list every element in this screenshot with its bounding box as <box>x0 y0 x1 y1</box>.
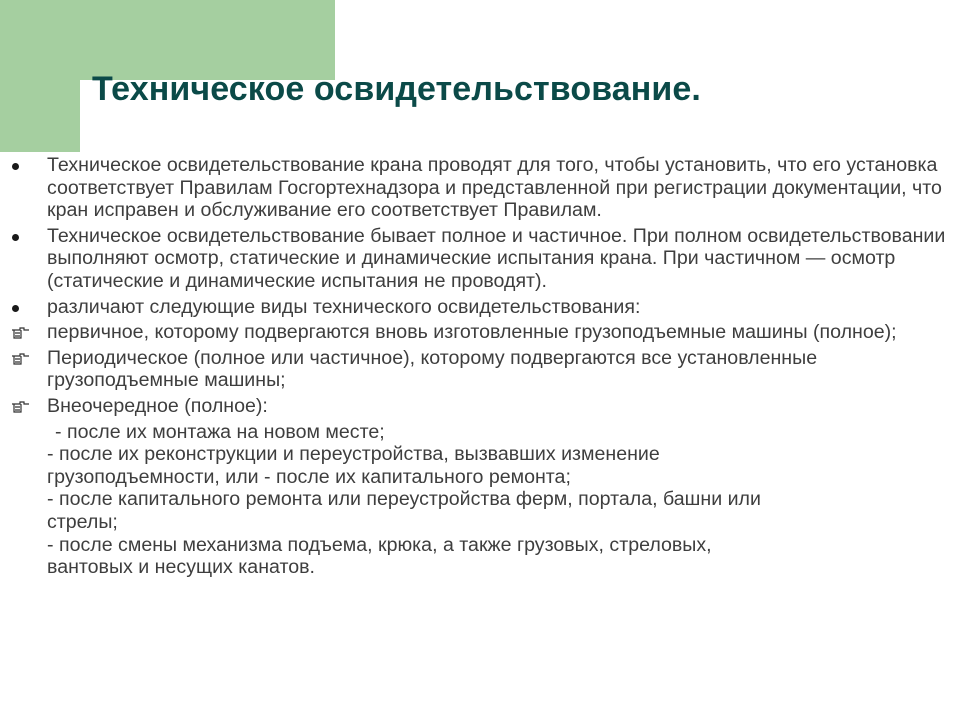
dash-list <box>0 421 960 579</box>
hand-pointer-icon <box>11 326 33 340</box>
decor-green-strip <box>0 80 80 152</box>
sub-bullet-text: Внеочередное (полное): <box>47 394 268 417</box>
bullet-dot-icon <box>12 305 19 312</box>
sub-bullet-text: Периодическое (полное или частичное), которому подвергаются все установленные грузоподъемные машины; <box>47 346 818 392</box>
decor-green-block <box>0 0 335 80</box>
bullet-text: Техническое освидетельствование крана проводят для того, чтобы установить, что его установка соответствует Правилам Госгортехнадзора и представленной при регистрации документации, что кран исправен и обслуживание его соответствует Правилам. <box>47 154 942 222</box>
hand-pointer-icon <box>11 400 33 414</box>
bullet-text: Техническое освидетельствование бывает полное и частичное. При полном освидетельствовании выполняют осмотр, статические и динамические испытания крана. При частичном — осмотр (статические и динамические испытания не проводят). <box>47 224 946 292</box>
slide-title: Техническое освидетельствование. <box>92 70 701 108</box>
dash-line: - после их реконструкции и переустройства, вызвавших изменение <box>47 443 660 466</box>
sub-bullet-text: первичное, которому подвергаются вновь изготовленные грузоподъемные машины (полное); <box>47 321 897 344</box>
dash-line: вантовых и несущих канатов. <box>47 556 315 579</box>
bullet-dot-icon <box>12 234 19 241</box>
bullet-item <box>0 225 960 293</box>
dash-line: грузоподъемности, или - после их капитального ремонта; <box>47 465 571 488</box>
bullet-dot-icon <box>12 163 19 170</box>
sub-bullet-item <box>0 321 960 344</box>
sub-bullet-item <box>0 347 960 392</box>
bullet-item <box>0 154 960 222</box>
dash-line: - после капитального ремонта или переустройства ферм, портала, башни или <box>47 488 761 511</box>
slide-content <box>0 154 960 579</box>
dash-line: - после их монтажа на новом месте; <box>55 420 385 443</box>
dash-line: стрелы; <box>47 510 118 533</box>
bullet-item <box>0 296 960 319</box>
sub-bullet-item <box>0 395 960 418</box>
hand-pointer-icon <box>11 352 33 366</box>
dash-line: - после смены механизма подъема, крюка, а также грузовых, стреловых, <box>47 533 712 556</box>
bullet-text: различают следующие виды технического освидетельствования: <box>47 295 641 318</box>
